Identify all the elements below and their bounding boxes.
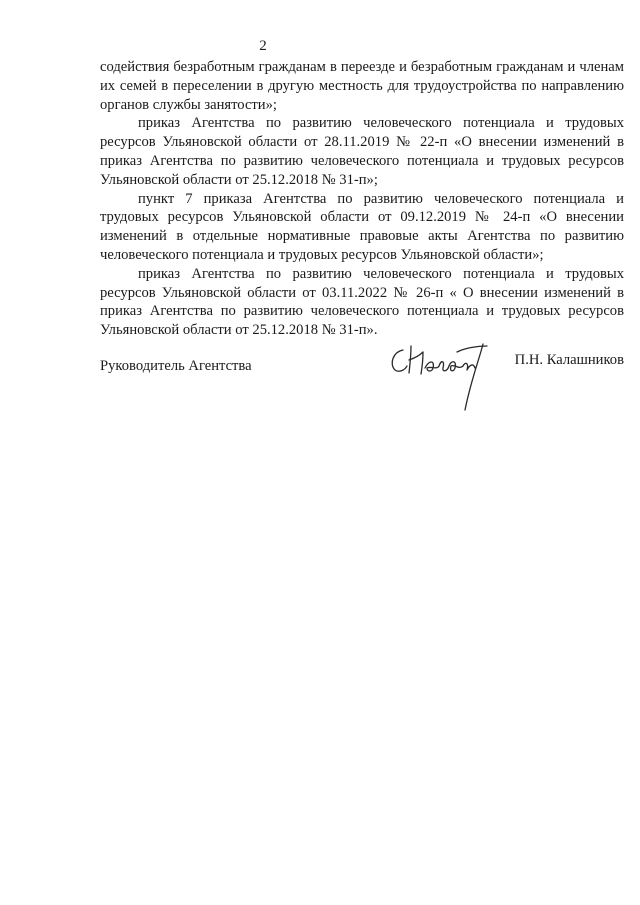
signatory-name: П.Н. Калашников — [514, 352, 624, 368]
paragraph-order-26: приказ Агентства по развитию человеческого потенциала и трудовых ресурсов Ульяновской области от 03.11.2022 № 26-п « О внесении изменений в приказ Агентства по развитию человеческого потенциала и трудовых ресурсов Ульяновской области от 25.12.2018 № 31-п». — [100, 265, 624, 339]
handwritten-signature — [385, 340, 505, 420]
paragraph-order-24: пункт 7 приказа Агентства по развитию человеческого потенциала и трудовых ресурсов Ульяновской области от 09.12.2019 № 24-п «О внесении изменений в отдельные нормативные правовые акты Агентства по развитию человеческого потенциала и трудовых ресурсов Ульяновской области»; — [100, 190, 624, 263]
paragraph-continuation: содействия безработным гражданам в переезде и безработным гражданам и членам их семей в переселении в другую местность для трудоустройства по направлению органов службы занятости»; — [100, 59, 624, 113]
page-number: 2 — [259, 38, 267, 54]
paragraph-order-22: приказ Агентства по развитию человеческого потенциала и трудовых ресурсов Ульяновской области от 28.11.2019 № 22-п «О внесении изменений в приказ Агентства по развитию человеческого потенциала и трудовых ресурсов Ульяновской области от 25.12.2018 № 31-п»; — [100, 115, 624, 188]
document-body — [100, 58, 624, 340]
signatory-title: Руководитель Агентства — [100, 358, 252, 374]
signature-block — [100, 352, 624, 442]
